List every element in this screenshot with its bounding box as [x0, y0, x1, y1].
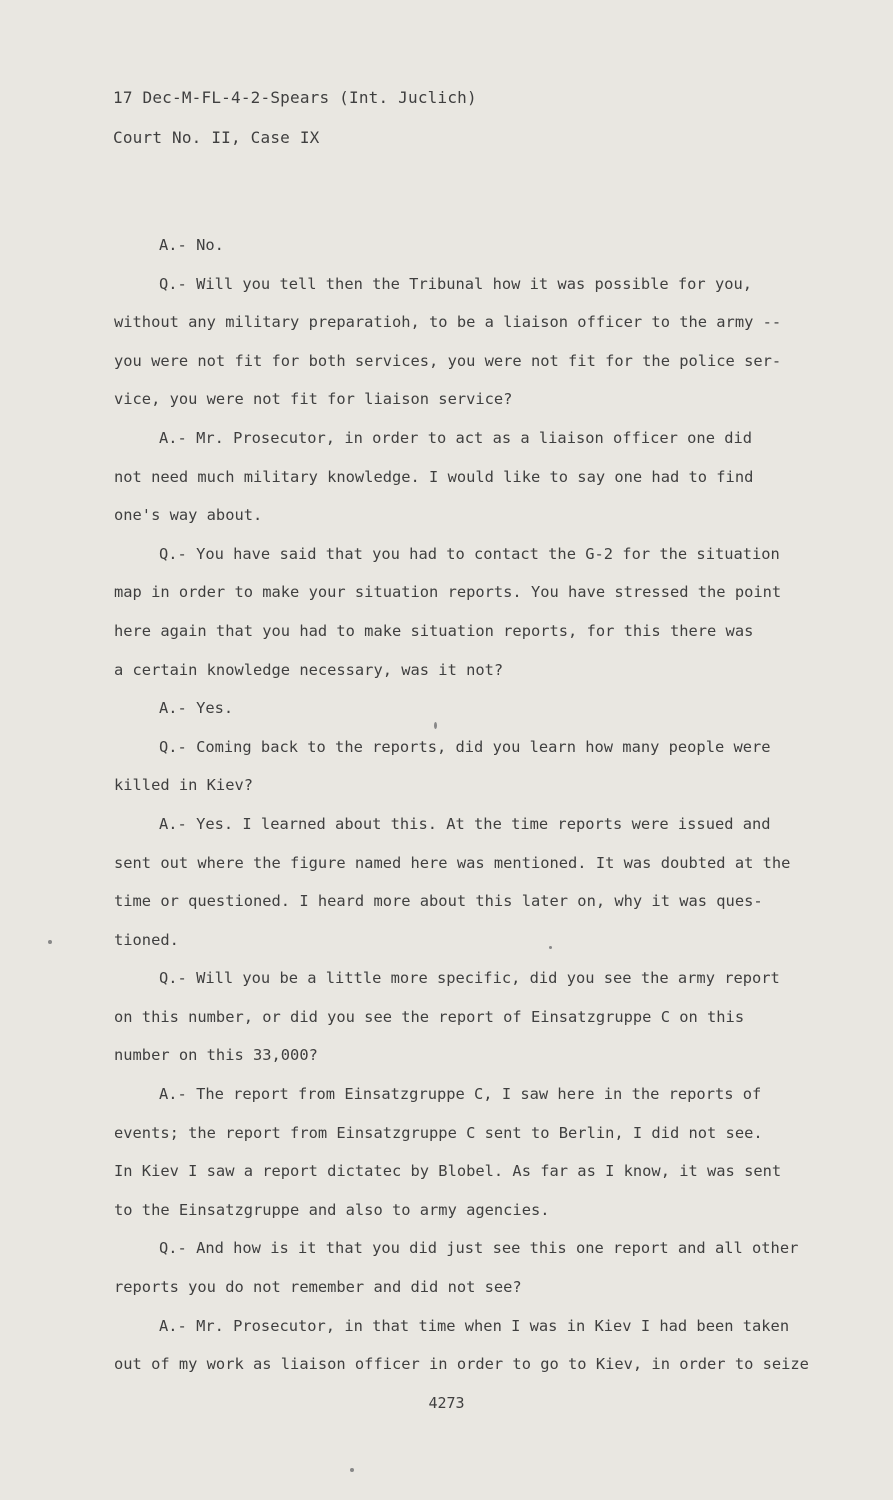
transcript-line: one's way about. — [114, 506, 263, 525]
transcript-line: events; the report from Einsatzgruppe C sent to Berlin, I did not see. — [114, 1123, 763, 1142]
scan-speck — [350, 1468, 354, 1472]
transcript-line: vice, you were not fit for liaison service? — [114, 390, 513, 409]
transcript-body — [114, 226, 844, 1384]
transcript-line: Q.- And how is it that you did just see this one report and all other — [159, 1239, 799, 1258]
transcript-line: map in order to make your situation reports. You have stressed the point — [114, 583, 782, 602]
scan-speck — [48, 940, 52, 944]
transcript-paragraph — [114, 1229, 844, 1306]
transcript-line: A.- The report from Einsatzgruppe C, I saw here in the reports of — [159, 1085, 762, 1104]
transcript-line: on this number, or did you see the report of Einsatzgruppe C on this — [114, 1007, 745, 1026]
scan-speck — [549, 946, 552, 949]
transcript-line: Q.- Coming back to the reports, did you learn how many people were — [159, 737, 771, 756]
scan-speck — [434, 722, 437, 729]
transcript-line: In Kiev I saw a report dictatec by Blobel. As far as I know, it was sent — [114, 1162, 782, 1181]
transcript-line: Q.- Will you be a little more specific, did you see the army report — [159, 969, 780, 988]
transcript-paragraph — [114, 689, 844, 728]
transcript-line: Q.- You have said that you had to contact the G-2 for the situation — [159, 544, 780, 563]
header-line-1: 17 Dec-M-FL-4-2-Spears (Int. Juclich) — [113, 88, 477, 107]
page-number: 4273 — [428, 1394, 465, 1412]
transcript-paragraph — [114, 226, 844, 265]
transcript-line: A.- Yes. I learned about this. At the time reports were issued and — [159, 814, 771, 833]
transcript-paragraph — [114, 1307, 844, 1384]
transcript-line: A.- Mr. Prosecutor, in order to act as a liaison officer one did — [159, 428, 753, 447]
transcript-line: A.- Yes. — [159, 699, 234, 718]
transcript-line: to the Einsatzgruppe and also to army agencies. — [114, 1200, 550, 1219]
transcript-line: Q.- Will you tell then the Tribunal how it was possible for you, — [159, 274, 753, 293]
transcript-line: out of my work as liaison officer in order to go to Kiev, in order to seize — [114, 1355, 809, 1374]
transcript-paragraph — [114, 959, 844, 1075]
transcript-paragraph — [114, 535, 844, 689]
transcript-line: reports you do not remember and did not see? — [114, 1278, 522, 1297]
header-line-2: Court No. II, Case IX — [113, 128, 320, 147]
transcript-paragraph — [114, 728, 844, 805]
transcript-line: time or questioned. I heard more about this later on, why it was ques- — [114, 892, 763, 911]
transcript-line: number on this 33,000? — [114, 1046, 318, 1065]
transcript-line: not need much military knowledge. I would like to say one had to find — [114, 467, 754, 486]
transcript-line: sent out where the figure named here was mentioned. It was doubted at the — [114, 853, 791, 872]
transcript-line: killed in Kiev? — [114, 776, 253, 795]
transcript-line: A.- Mr. Prosecutor, in that time when I was in Kiev I had been taken — [159, 1316, 790, 1335]
transcript-paragraph — [114, 1075, 844, 1229]
transcript-line: here again that you had to make situation reports, for this there was — [114, 621, 754, 640]
transcript-line: a certain knowledge necessary, was it not? — [114, 660, 504, 679]
transcript-line: A.- No. — [159, 236, 224, 254]
transcript-line: you were not fit for both services, you were not fit for the police ser- — [114, 351, 782, 370]
transcript-paragraph — [114, 419, 844, 535]
transcript-paragraph — [114, 805, 844, 959]
transcript-line: without any military preparatioh, to be a liaison officer to the army -- — [114, 313, 782, 332]
transcript-paragraph — [114, 265, 844, 419]
transcript-line: tioned. — [114, 930, 179, 949]
